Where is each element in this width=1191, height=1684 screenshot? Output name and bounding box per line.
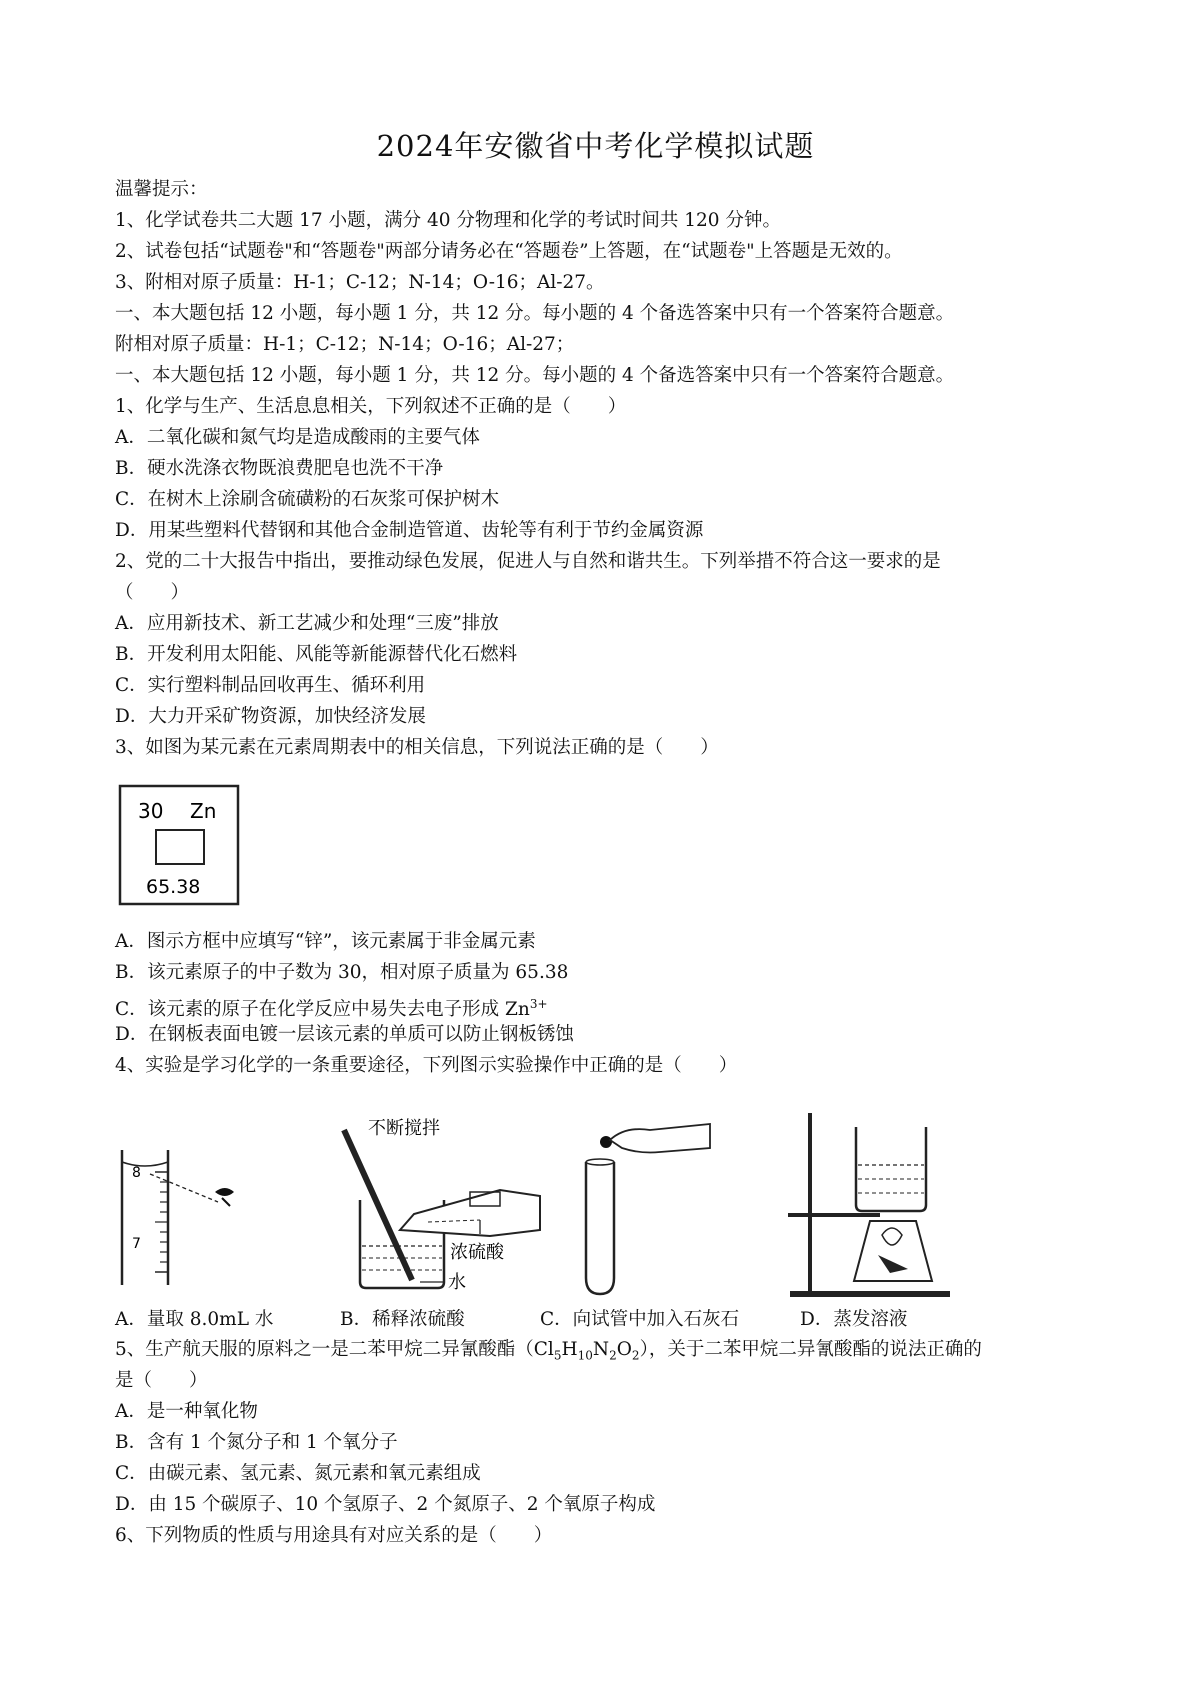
sight-line	[150, 1174, 218, 1202]
q3-option-c	[115, 992, 548, 1022]
q5-option-d: D．由 15 个碳原子、10 个氢原子、2 个氮原子、2 个氧原子构成	[115, 1494, 656, 1515]
water-label: 水	[448, 1272, 466, 1293]
flame-icon	[882, 1228, 902, 1245]
q3-option-b: B．该元素原子的中子数为 30，相对原子质量为 65.38	[115, 962, 569, 983]
q1-option-c: C．在树木上涂刷含硫磺粉的石灰浆可保护树木	[115, 489, 500, 510]
evaporation-figure	[770, 1105, 960, 1300]
cylinder-mark-7: 7	[132, 1236, 141, 1252]
element-symbol: Zn	[190, 799, 217, 823]
q3-option-a: A．图示方框中应填写“锌”，该元素属于非金属元素	[115, 931, 536, 952]
tips-heading: 温馨提示：	[115, 179, 208, 200]
q5-sub-3: 2	[609, 1348, 617, 1363]
question-6: 6、下列物质的性质与用途具有对应关系的是（ ）	[115, 1525, 553, 1546]
question-4: 4、实验是学习化学的一条重要途径，下列图示实验操作中正确的是（ ）	[115, 1055, 738, 1076]
q5-option-c: C．由碳元素、氢元素、氮元素和氧元素组成	[115, 1463, 481, 1484]
element-number: 30	[138, 799, 164, 823]
tip-1: 1、化学试卷共二大题 17 小题，满分 40 分物理和化学的考试时间共 120 分钟。	[115, 210, 781, 231]
stand-base	[790, 1291, 950, 1297]
fig-b-label: B．稀释浓硫酸	[340, 1309, 465, 1330]
tip-2: 2、试卷包括“试题卷"和“答题卷"两部分请务必在“答题卷”上答题，在“试题卷"上答题是无效的。	[115, 241, 903, 262]
fig-a-label: A．量取 8.0mL 水	[115, 1309, 274, 1330]
element-mass: 65.38	[146, 876, 201, 898]
q5-sub-1: 5	[553, 1348, 562, 1363]
section-1-intro: 一、本大题包括 12 小题，每小题 1 分，共 12 分。每小题的 4 个备选答案中只有一个答案符合题意。	[115, 303, 955, 324]
question-1: 1、化学与生产、生活息息相关，下列叙述不正确的是（ ）	[115, 396, 627, 417]
question-3: 3、如图为某元素在元素周期表中的相关信息，下列说法正确的是（ ）	[115, 737, 719, 758]
limestone-piece	[600, 1136, 612, 1148]
question-5	[115, 1338, 982, 1368]
question-2: 2、党的二十大报告中指出，要推动绿色发展，促进人与自然和谐共生。下列举措不符合这一要求的是	[115, 551, 941, 572]
q3-option-d: D．在钢板表面电镀一层该元素的单质可以防止钢板锈蚀	[115, 1024, 574, 1045]
q5-o: O	[616, 1339, 632, 1360]
q1-option-a: A．二氧化碳和氮气均是造成酸雨的主要气体	[115, 427, 480, 448]
evaporating-beaker	[856, 1127, 926, 1211]
q3-option-c-text: C．该元素的原子在化学反应中易失去电子形成 Zn	[115, 999, 530, 1021]
q2-option-d: D．大力开采矿物资源，加快经济发展	[115, 706, 426, 727]
zn-charge: 3+	[529, 997, 548, 1011]
cylinder-mark-8: 8	[132, 1165, 141, 1181]
element-name-box	[156, 830, 204, 864]
q5-h: H	[561, 1339, 578, 1360]
q5-option-a: A．是一种氧化物	[115, 1401, 258, 1422]
section-1-intro-repeat: 一、本大题包括 12 小题，每小题 1 分，共 12 分。每小题的 4 个备选答案中只有一个答案符合题意。	[115, 365, 955, 386]
q5-text: 5、生产航天服的原料之一是二苯甲烷二异氰酸酯（Cl	[115, 1339, 554, 1360]
tip-3: 3、附相对原子质量：H-1；C-12；N-14；O-16；Al-27。	[115, 272, 605, 293]
q2-option-a: A．应用新技术、新工艺减少和处理“三废”排放	[115, 613, 499, 634]
acid-label: 浓硫酸	[450, 1242, 504, 1263]
q5-sub-2: 10	[577, 1348, 593, 1363]
test-tube	[586, 1162, 614, 1294]
page-title: 2024年安徽省中考化学模拟试题	[376, 129, 815, 163]
q1-option-b: B．硬水洗涤衣物既浪费肥皂也洗不干净	[115, 458, 444, 479]
q5-rest: ），关于二苯甲烷二异氰酸酯的说法正确的	[639, 1339, 982, 1360]
meniscus	[122, 1162, 168, 1166]
graduated-cylinder-figure	[110, 1140, 250, 1290]
eye-icon	[215, 1188, 234, 1196]
q2-option-c: C．实行塑料制品回收再生、循环利用	[115, 675, 426, 696]
q5-option-b: B．含有 1 个氮分子和 1 个氧分子	[115, 1432, 398, 1453]
question-2-cont: （ ）	[115, 582, 190, 603]
test-tube-figure	[580, 1118, 730, 1298]
q2-option-b: B．开发利用太阳能、风能等新能源替代化石燃料	[115, 644, 518, 665]
hand-icon	[610, 1124, 710, 1153]
fig-c-label: C．向试管中加入石灰石	[540, 1309, 740, 1330]
element-card-figure	[118, 784, 243, 909]
question-5-cont: 是（ ）	[115, 1370, 208, 1391]
atomic-mass-note: 附相对原子质量：H-1；C-12；N-14；O-16；Al-27；	[115, 334, 575, 355]
dilution-figure	[330, 1110, 550, 1300]
stir-label: 不断搅拌	[368, 1118, 440, 1139]
q5-n: N	[592, 1339, 610, 1360]
fig-d-label: D．蒸发溶液	[800, 1309, 908, 1330]
q1-option-d: D．用某些塑料代替钢和其他合金制造管道、齿轮等有利于节约金属资源	[115, 520, 704, 541]
q5-sub-4: 2	[631, 1348, 640, 1363]
